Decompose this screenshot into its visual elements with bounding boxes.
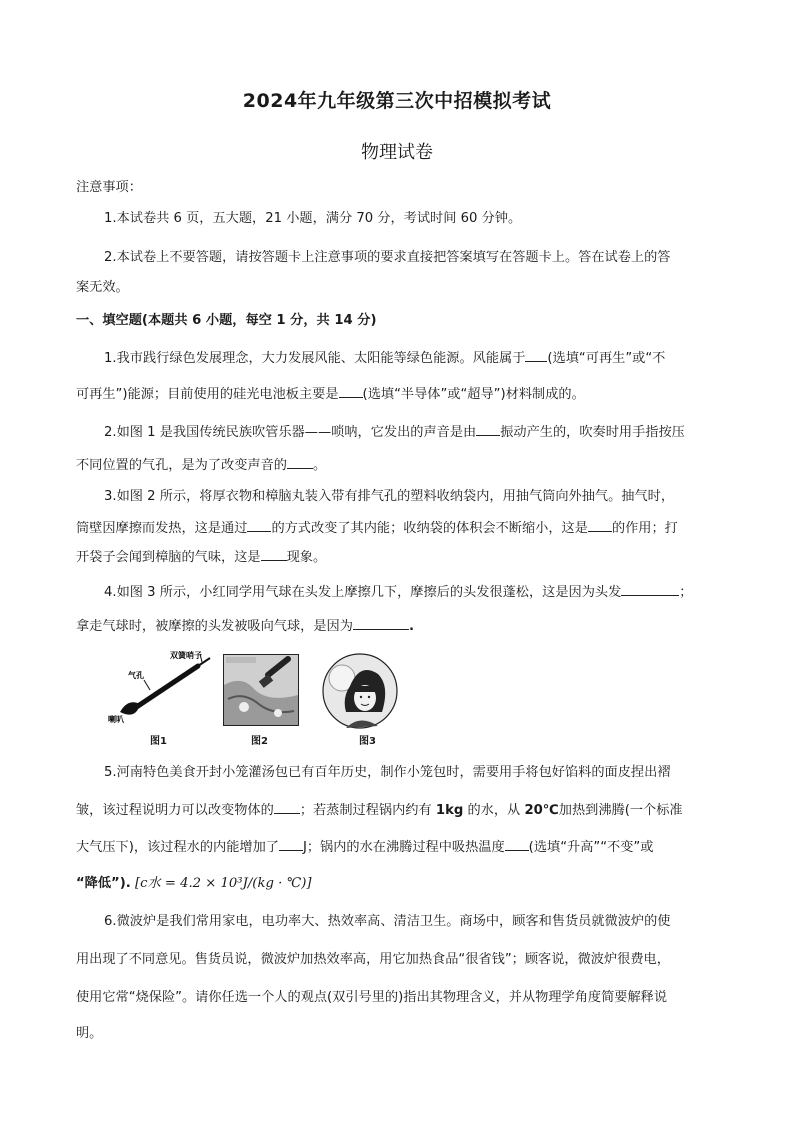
answer-blank[interactable] <box>621 582 679 596</box>
question-4-line-1 <box>104 581 754 600</box>
question-1-line-2 <box>76 383 726 402</box>
question-text: 的方式改变了其内能；收纳袋的体积会不断缩小，这是 <box>271 521 588 536</box>
answer-blank[interactable] <box>525 348 547 362</box>
section-1-heading: 一、填空题(本题共 6 小题，每空 1 分，共 14 分) <box>76 313 377 328</box>
figure-2-storage-bag-photo <box>223 654 299 726</box>
question-text: 振动产生的，吹奏时用手指按压 <box>500 425 685 440</box>
question-text: 大气压下)，该过程水的内能增加了 <box>76 840 279 855</box>
answer-blank[interactable] <box>247 518 271 532</box>
question-text: 筒壁因摩擦而发热，这是通过 <box>76 521 248 536</box>
question-6-line-1: 6.微波炉是我们常用家电，电功率大、热效率高、清洁卫生。商场中，顾客和售货员就微波炉的使 <box>104 914 671 929</box>
notes-heading: 注意事项： <box>76 180 142 195</box>
notes-item-2-line-2: 案无效。 <box>76 280 129 295</box>
answer-blank[interactable] <box>476 422 500 436</box>
question-3-line-3 <box>76 546 726 565</box>
question-text: 拿走气球时，被摩擦的头发被吸向气球，是因为 <box>76 619 353 634</box>
answer-blank[interactable] <box>588 518 612 532</box>
question-6-line-4: 明。 <box>76 1026 103 1041</box>
question-text: 2.如图 1 是我国传统民族吹管乐器——唢呐，它发出的声音是由 <box>104 425 477 440</box>
bell-label: 喇叭 <box>108 715 124 724</box>
question-text: “降低”). <box>76 876 131 891</box>
figure-3-caption: 图3 <box>359 736 376 747</box>
question-text: 开袋子会闻到樟脑的气味，这是 <box>76 550 261 565</box>
figure-1-caption: 图1 <box>150 736 167 747</box>
specific-heat-formula: [c水 = 4.2 × 10³J/(kg · ℃)] <box>134 876 312 891</box>
question-text: . <box>408 619 414 634</box>
question-5-line-3 <box>76 836 726 855</box>
question-text: 4.如图 3 所示，小红同学用气球在头发上摩擦几下，摩擦后的头发很蓬松，这是因为头发 <box>104 585 622 600</box>
exam-subtitle: 物理试卷 <box>361 142 433 163</box>
figure-1-suona <box>106 648 218 728</box>
question-text: 可再生”)能源；目前使用的硅光电池板主要是 <box>76 387 339 402</box>
question-3-line-2 <box>76 517 726 536</box>
notes-item-1: 1.本试卷共 6 页，五大题，21 小题，满分 70 分，考试时间 60 分钟。 <box>104 211 522 226</box>
answer-blank[interactable] <box>353 616 409 630</box>
figure-2-caption: 图2 <box>251 736 268 747</box>
question-6-line-2: 用出现了不同意见。售货员说，微波炉加热效率高，用它加热食品“很省钱”；顾客说，微波炉很费电， <box>76 952 670 967</box>
hole-label: 气孔 <box>128 671 144 680</box>
question-text: 现象。 <box>286 550 327 565</box>
question-text: (选填“升高”“不变”或 <box>528 840 654 855</box>
question-text: ； <box>679 585 693 600</box>
question-2-line-1 <box>104 421 754 440</box>
question-3-line-1: 3.如图 2 所示，将厚衣物和樟脑丸装入带有排气孔的塑料收纳袋内，用抽气筒向外抽气。抽气时， <box>104 489 675 504</box>
question-4-line-2 <box>76 615 726 634</box>
question-5-line-1: 5.河南特色美食开封小笼灌汤包已有百年历史，制作小笼包时，需要用手将包好馅料的面皮捏出褶 <box>104 765 671 780</box>
question-6-line-3: 使用它常“烧保险”。请你任选一个人的观点(双引号里的)指出其物理含义，并从物理学角度简要解释说 <box>76 990 668 1005</box>
question-text: (选填“可再生”或“不 <box>547 351 666 366</box>
question-text: 不同位置的气孔，是为了改变声音的 <box>76 458 287 473</box>
mass-value: 1kg <box>435 803 464 818</box>
question-text: 。 <box>313 458 327 473</box>
answer-blank[interactable] <box>274 800 300 814</box>
question-text: J；锅内的水在沸腾过程中吸热温度 <box>302 840 505 855</box>
question-5-line-2 <box>76 799 726 818</box>
question-text: 的水，从 <box>467 803 521 818</box>
question-1-line-1 <box>104 347 754 366</box>
question-text: ；若蒸制过程锅内约有 <box>299 803 432 818</box>
question-2-line-2 <box>76 454 726 473</box>
question-text: 皱，该过程说明力可以改变物体的 <box>76 803 274 818</box>
answer-blank[interactable] <box>339 384 363 398</box>
question-text: 加热到沸腾(一个标准 <box>558 803 683 818</box>
answer-blank[interactable] <box>279 837 303 851</box>
notes-item-2-line-1: 2.本试卷上不要答题，请按答题卡上注意事项的要求直接把答案填写在答题卡上。答在试卷上的答 <box>104 250 671 265</box>
question-text: 1.我市践行绿色发展理念，大力发展风能、太阳能等绿色能源。风能属于 <box>104 351 526 366</box>
question-5-line-4 <box>76 872 726 891</box>
answer-blank[interactable] <box>505 837 529 851</box>
question-text: (选填“半导体”或“超导”)材料制成的。 <box>362 387 585 402</box>
figure-3-girl-balloon-photo <box>320 652 400 730</box>
temperature-value: 20℃ <box>524 803 559 818</box>
question-text: 的作用；打 <box>611 521 678 536</box>
reed-label: 双簧哨子 <box>170 651 202 660</box>
answer-blank[interactable] <box>287 455 313 469</box>
exam-title: 2024年九年级第三次中招模拟考试 <box>242 90 552 112</box>
answer-blank[interactable] <box>261 547 287 561</box>
